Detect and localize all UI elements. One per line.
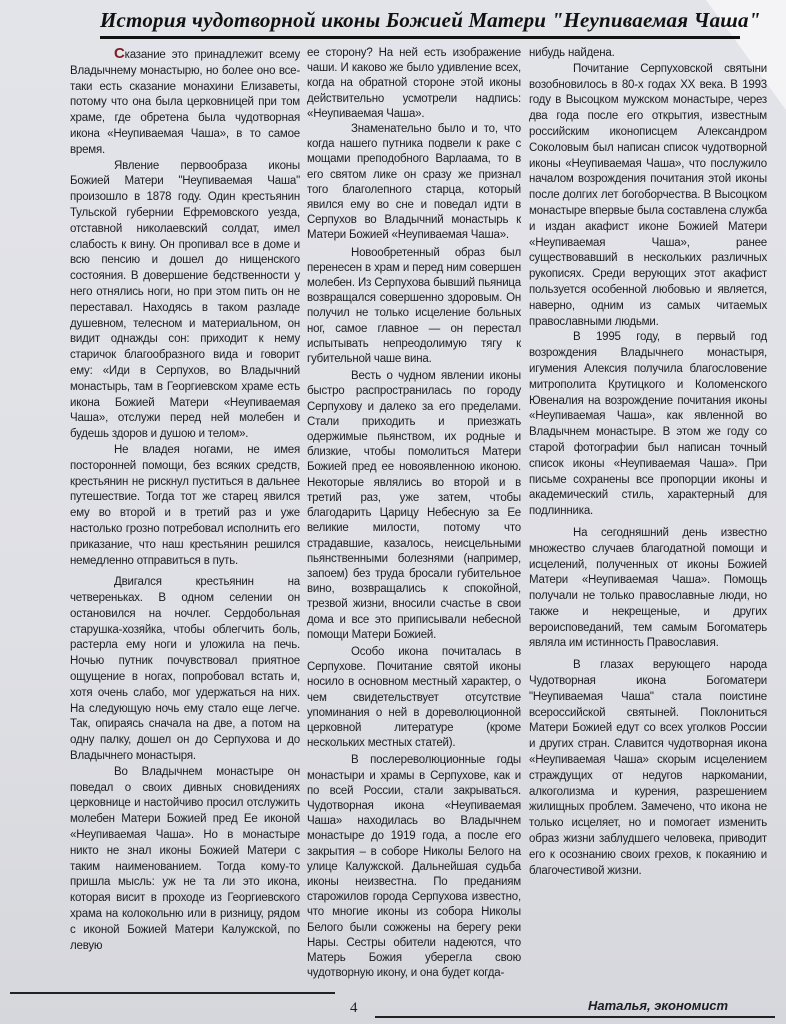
article-title: История чудотворной иконы Божией Матери "Неупиваемая Чаша" — [100, 8, 761, 32]
paragraph: Знаменательно было и то, что когда нашего путника подвели к раке с мощами преподобного Варлаама, то в его святом лике он сразу же признал того благолепного старца, который явился ему во сне и поведал идти в Серпухов во Владычний монастырь к Матери Божией «Неупиваемая Чаша». — [307, 123, 521, 242]
column-2 — [307, 46, 521, 981]
column-3 — [529, 46, 767, 879]
column-1 — [70, 46, 300, 954]
paragraph: Во Владычнем монастыре он поведал о своих дивных сновидениях церковнице и настойчиво просил отслужить молебен Матери Божией пред Ее иконой «Неупиваемая Чаша». Но в монастыре никто не знал иконы Божией Матери с таким наименованием. Тогда кому-то пришла мысль: уж не та ли это икона, которая висит в проходе из Георгиевского храма на колокольню или в ризницу, рядом с иконой Божией Матери Калужской, по левую — [70, 765, 300, 952]
paragraph: Весть о чудном явлении иконы быстро распространилась по городу Серпухову и далеко за его пределами. Стали приходить и приезжать одержимые пьянством, их родные и близкие, чтобы помолиться Матери Божией пред ее новоявленною иконою. Некоторые являлись во второй и в третий раз, уже затем, чтобы благодарить Царицу Небесную за Ее великие милости, потому что страдавшие, казалось, неисцельными пьянственными болезнями (например, запоем) без труда бросали губительное вино, возвращались к спокойной, трезвой жизни, вносили счастье в свои дома и все это приписывали небесной помощи Матери Божией. — [307, 370, 521, 641]
title-underline — [100, 36, 740, 39]
paragraph: ее сторону? На ней есть изображение чаши. И каково же было удивление всех, когда на обратной стороне этой иконы действительно усмотрели надпись: «Неупиваемая Чаша». — [307, 47, 521, 120]
page-number: 4 — [350, 1000, 358, 1016]
paragraph: В 1995 году, в первый год возрождения Владычнего монастыря, игумения Алексия получила благословение митрополита Крутицкого и Коломенского Ювеналия на возрождение почитания иконы «Неупиваемая Чаша», как явленной во Владычнем монастыре. В этом же году со старой фотографии был написан точный список иконы «Неупиваемая Чаша». При письме сохранены все пропорции иконы и академический стиль, характерный для подлинника. — [529, 331, 767, 518]
author-signature: Наталья, экономист — [588, 998, 729, 1013]
paragraph: Новообретенный образ был перенесен в храм и перед ним совершен молебен. Из Серпухова бывший пьяница возвращался совершенно здоровым. Он получил не только исцеление больных ног, самое главное — он перестал испытывать непреодолимую тягу к губительной чаше вина. — [307, 246, 521, 366]
paragraph: Особо икона почиталась в Серпухове. Почитание святой иконы носило в основном местный характер, о чем свидетельствует отсутствие упоминания о ней в дореволюционной церковной литературе (кроме нескольких местных статей). — [307, 645, 521, 750]
footer-rule-left — [10, 992, 335, 994]
footer-rule-right — [375, 1016, 775, 1018]
paragraph: Почитание Серпуховской святыни возобновилось в 80-х годах XX века. В 1993 году в Высоцком мужском монастыре, через два года после его открытия, известным российским иконописцем Александром Соколовым был написан список чудотворной иконы «Неупиваемая Чаша», что послужило началом возрождения почитания этой иконы после долгих лет богоборчества. В Высоцком монастыре впервые была составлена служба и издан акафист иконе Божией Матери «Неупиваемая Чаша», ранее существовавший в нескольких различных рукописях. Среди верующих этот акафист пользуется особенной любовью и является, наверно, одним из самых читаемых православными людьми. — [529, 62, 767, 328]
paragraph: В послереволюционные годы монастыри и храмы в Серпухове, как и по всей России, стали закрываться. Чудотворная икона «Неупиваемая Чаша» находилась во Владычнем монастыре до 1919 года, а после его закрытия – в соборе Николы Белого на улице Калужской. Дальнейшая судьба иконы неизвестна. По преданиям старожилов города Серпухова известно, что многие иконы из собора Николы Белого были сожжены на берегу реки Нары. Сестры обители надеются, что Матерь Божия уберегла свою чудотворную икону, и она будет когда- — [307, 754, 521, 980]
paragraph — [70, 46, 300, 159]
paragraph: Двигался крестьянин на четвереньках. В одном селении он остановился на ночлег. Сердобольная старушка-хозяйка, чтобы облегчить боль, растерла ему ноги и уложила на печь. Ночью путник почувствовал приятное ощущение в ногах, попробовал встать и, хотя очень слабо, мог удержаться на них. На следующую ночь ему стало еще легче. Так, опираясь сначала на две, а потом на одну палку, дошел он до Серпухова и до Владычнего монастыря. — [70, 576, 300, 763]
paragraph-text: казание это принадлежит всему Владычнему монастырю, но более оно все-таки есть сказание монахини Елизаветы, потому что она была церковницей при том храме, где обретена была чудотворная икона «Неупиваемая Чаша», в то самое время. — [70, 49, 300, 156]
paragraph: Не владея ногами, не имея посторонней помощи, без всяких средств, крестьянин не рискнул пуститься в дальнее путешествие. Тогда тот же старец явился ему во второй и в третий раз и уже настолько грозно потребовал исполнить его приказание, что наш крестьянин решился немедленно отправиться в путь. — [70, 443, 300, 567]
paragraph: Явление первообраза иконы Божией Матери "Неупиваемая Чаша" произошло в 1878 году. Один крестьянин Тульской губернии Ефремовского уезда, отставной николаевский солдат, имел слабость к вину. Он пропивал все в доме и всю пенсию и дошел до нищенского состояния. В довершение бедственности у него отнялись ноги, но при этом пить он не переставал. Находясь в таком разладе душевном, телесном и материальном, он видит однажды сон: приходит к нему старичок благообразного вида и говорит ему: «Иди в Серпухов, во Владычний монастырь, там в Георгиевском храме есть икона Божией Матери «Неупиваемая Чаша», отслужи перед ней молебен и будешь здоров и душою и телом». — [70, 159, 300, 441]
paragraph: нибудь найдена. — [529, 47, 615, 59]
paragraph: На сегодняшний день известно множество случаев благодатной помощи и исцелений, полученных от иконы Божией Матери «Неупиваемая Чаша». Помощь получали не только православные люди, но также и некрещеные, и других вероисповеданий, тем самым Богоматерь являла им истинность Православия. — [529, 526, 767, 650]
paragraph: В глазах верующего народа Чудотворная икона Богоматери "Неупиваемая Чаша" стала поистине всероссийской святыней. Поклониться Матери Божией едут со всех уголков России и других стран. Славится чудотворная икона «Неупиваемая Чаша» скорым исцелением страждущих от недугов наркомании, алкоголизма и курения, разрешением жилищных проблем. Замечено, что икона не только исцеляет, но и помогает изменить образ жизни заблудшего человека, приводит его к осознанию своих грехов, к покаянию и благочестивой жизни. — [529, 659, 767, 877]
drop-cap: С — [114, 45, 125, 62]
